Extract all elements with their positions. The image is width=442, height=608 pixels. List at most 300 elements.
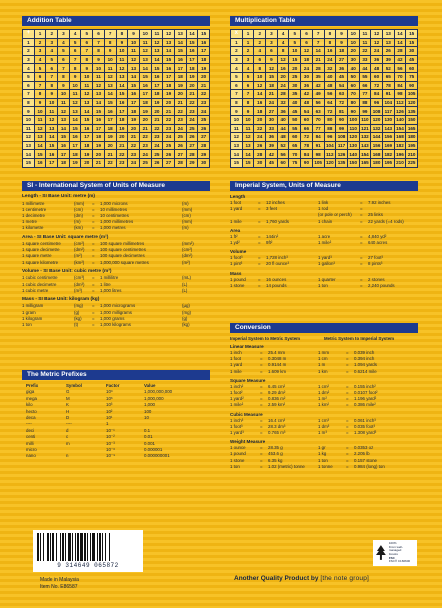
table-cell: 12: [301, 47, 313, 56]
si-cell: =: [92, 212, 95, 218]
conversion-cell: =: [260, 451, 263, 457]
prefix-cell: H: [66, 408, 70, 414]
imperial-cell: 1,728 inch³: [266, 255, 288, 261]
table-cell: 19: [93, 141, 105, 150]
si-cell: 1 cubic centimetre: [22, 275, 58, 281]
conversion-cell: 1 mile²: [230, 402, 244, 408]
table-cell: 16: [324, 47, 336, 56]
table-cell: 5: [23, 72, 35, 81]
table-cell: 15: [151, 64, 163, 73]
si-cell: 1 millimetre: [22, 200, 45, 206]
prefix-cell: 1: [106, 421, 109, 427]
conversion-cell: =: [346, 463, 349, 469]
table-cell: 30: [198, 158, 210, 167]
table-row: [23, 158, 210, 167]
table-cell: 13: [46, 124, 58, 133]
si-body: [22, 194, 210, 328]
table-cell: 10: [242, 115, 254, 124]
imperial-cell: 8 pints³: [368, 261, 383, 267]
imperial-group-title: Length: [230, 194, 246, 199]
conversion-cell: 2.59 km²: [268, 402, 286, 408]
table-cell: 14: [254, 90, 266, 99]
table-cell: 28: [198, 141, 210, 150]
imperial-cell: =: [360, 218, 363, 224]
table-cell: 3: [242, 55, 254, 64]
table-cell: 19: [186, 72, 198, 81]
table-cell: 48: [324, 81, 336, 90]
si-cell: (µg): [182, 303, 190, 309]
table-cell: 17: [198, 47, 210, 56]
table-cell: 22: [186, 98, 198, 107]
table-cell: 104: [382, 98, 394, 107]
table-cell: 26: [186, 133, 198, 142]
prefix-cell: m: [66, 440, 70, 446]
table-cell: 10: [289, 47, 301, 56]
table-cell: 17: [104, 115, 116, 124]
table-cell: 17: [46, 158, 58, 167]
table-cell: 21: [312, 55, 324, 64]
table-cell: 14: [58, 124, 70, 133]
table-cell: 24: [266, 98, 278, 107]
table-cell: 10: [104, 55, 116, 64]
table-cell: 12: [81, 90, 93, 99]
imperial-section: [230, 181, 418, 289]
table-row: [231, 158, 418, 167]
table-cell: 56: [394, 64, 406, 73]
table-cell: 9: [34, 98, 46, 107]
table-cell: 12: [151, 38, 163, 47]
si-cell: =: [92, 247, 95, 253]
si-cell: 1 kilogram: [22, 315, 43, 321]
table-cell: 52: [277, 141, 289, 150]
si-group-title: Length - SI Base Unit: metre (m): [22, 194, 96, 199]
conversion-row: [230, 369, 418, 375]
table-cell: 84: [371, 90, 383, 99]
table-cell: 2: [254, 38, 266, 47]
prefix-cell: M: [66, 395, 70, 401]
item-number: Item No. E86587: [40, 584, 78, 590]
imperial-cell: =: [360, 200, 363, 205]
table-cell: 4: [231, 64, 243, 73]
table-cell: 63: [312, 107, 324, 116]
table-cell: 180: [371, 158, 383, 167]
table-cell: 7: [23, 90, 35, 99]
table-cell: 23: [163, 124, 175, 133]
table-row: [231, 55, 418, 64]
table-cell: 105: [406, 90, 418, 99]
conversion-cell: 0.155 inch²: [354, 383, 376, 389]
table-cell: 50: [289, 115, 301, 124]
table-cell: 7: [231, 90, 243, 99]
conversion-heads: [230, 336, 418, 341]
si-cell: 1 kilometre: [22, 225, 44, 231]
conversion-cell: 0.157 stone: [354, 457, 377, 463]
fsc-line-4: FSC: [388, 555, 395, 560]
table-cell: 150: [347, 158, 359, 167]
si-cell: (g): [74, 309, 80, 315]
table-cell: 40: [277, 115, 289, 124]
table-row: [231, 107, 418, 116]
table-cell: 4: [58, 38, 70, 47]
conversion-cell: 1 cm³: [318, 417, 329, 423]
table-cell: 13: [23, 141, 35, 150]
si-cell: (cm³): [74, 275, 85, 281]
table-cell: 45: [406, 55, 418, 64]
table-cell: 11: [81, 81, 93, 90]
si-cell: 1 millilitre: [100, 275, 119, 281]
table-header-cell: 12: [163, 30, 175, 39]
fsc-line-1: 100%: [388, 541, 397, 546]
prefix-cell: 10¹: [106, 415, 113, 421]
table-cell: 26: [254, 141, 266, 150]
table-cell: 24: [277, 81, 289, 90]
table-header-cell: 8: [324, 30, 336, 39]
table-cell: 24: [163, 133, 175, 142]
conversion-cell: 1 foot²: [230, 390, 243, 396]
conversion-cell: 2.205 lb: [354, 451, 370, 457]
conversion-cell: 0.836 m²: [268, 396, 286, 402]
imperial-group-title: Mass: [230, 270, 242, 276]
table-cell: 81: [336, 107, 348, 116]
table-cell: 65: [289, 141, 301, 150]
imperial-cell: =: [360, 240, 363, 246]
table-cell: 19: [128, 115, 140, 124]
prefix-cell: kilo: [26, 402, 33, 408]
table-cell: 18: [81, 141, 93, 150]
table-cell: 24: [139, 150, 151, 159]
table-cell: 110: [359, 115, 371, 124]
table-cell: 16: [151, 72, 163, 81]
table-cell: 22: [128, 141, 140, 150]
table-cell: 54: [336, 81, 348, 90]
table-cell: 9: [242, 107, 254, 116]
table-cell: 3: [46, 38, 58, 47]
si-cell: (g): [182, 315, 188, 321]
table-cell: 11: [46, 107, 58, 116]
table-header-cell: 7: [312, 30, 324, 39]
table-cell: 210: [406, 150, 418, 159]
table-cell: 21: [116, 141, 128, 150]
table-cell: 15: [242, 158, 254, 167]
table-cell: 22: [254, 124, 266, 133]
table-cell: 132: [359, 133, 371, 142]
table-cell: 11: [359, 38, 371, 47]
multiplication-section: [230, 16, 418, 168]
si-cell: 10 centimetres: [100, 212, 129, 218]
table-cell: 112: [324, 150, 336, 159]
prefix-row: [26, 453, 210, 459]
imperial-cell: 1,760 yards: [266, 218, 289, 224]
table-cell: 13: [242, 141, 254, 150]
table-cell: 4: [277, 38, 289, 47]
table-cell: 22: [104, 158, 116, 167]
si-cell: (mg): [74, 303, 84, 309]
conversion-cell: 1 kg: [318, 451, 327, 457]
table-header-cell: 10: [139, 30, 151, 39]
si-cell: 1,000,000 square metres: [100, 259, 149, 265]
table-cell: 23: [128, 150, 140, 159]
conversion-right-head: Metric System to Imperial System: [324, 336, 395, 341]
si-cell: 1,000 kilograms: [100, 322, 131, 328]
imperial-cell: 1 yard: [230, 206, 243, 212]
si-cell: (km): [74, 225, 83, 231]
table-cell: 14: [312, 47, 324, 56]
si-cell: 1,000 milligrams: [100, 309, 132, 315]
table-cell: 4: [242, 64, 254, 73]
table-cell: 11: [139, 38, 151, 47]
table-row: [23, 98, 210, 107]
prefix-cell: 10²: [106, 408, 113, 414]
table-cell: 7: [242, 90, 254, 99]
conversion-cell: =: [260, 430, 263, 436]
imperial-cell: 1 mile: [230, 218, 242, 224]
table-cell: 14: [139, 64, 151, 73]
table-cell: 16: [186, 47, 198, 56]
table-row: [23, 115, 210, 124]
imperial-cell: =: [360, 261, 363, 267]
si-section: [22, 181, 210, 328]
table-cell: 25: [186, 124, 198, 133]
conversion-cell: =: [260, 445, 263, 451]
conversion-cell: 1 km²: [318, 402, 329, 408]
conversion-cell: 1.094 yards: [354, 362, 377, 368]
conversion-cell: 25.4 mm: [268, 350, 286, 355]
table-cell: 21: [104, 150, 116, 159]
conversion-cell: 16.4 cm³: [268, 417, 286, 423]
table-cell: 45: [266, 158, 278, 167]
made-in-info: [40, 577, 79, 591]
conversion-cell: 0.765 m³: [268, 430, 286, 436]
si-cell: (cm²): [74, 241, 85, 247]
table-cell: 23: [198, 98, 210, 107]
table-cell: 12: [231, 133, 243, 142]
table-cell: 10: [254, 72, 266, 81]
table-cell: 6: [69, 47, 81, 56]
table-cell: 2: [34, 38, 46, 47]
si-cell: 1 cubic metre: [22, 287, 49, 293]
table-cell: 10: [69, 81, 81, 90]
table-cell: 13: [163, 38, 175, 47]
imperial-cell: 1 foot³: [230, 255, 243, 261]
table-cell: 91: [382, 90, 394, 99]
table-cell: 117: [336, 141, 348, 150]
table-cell: 22: [174, 107, 186, 116]
table-cell: 42: [312, 81, 324, 90]
si-cell: 1,000 millimetres: [100, 219, 134, 225]
table-cell: 84: [394, 81, 406, 90]
imperial-cell: 1 rod: [318, 206, 329, 212]
table-cell: 14: [163, 47, 175, 56]
table-cell: 100: [347, 115, 359, 124]
table-cell: 25: [198, 115, 210, 124]
si-cell: =: [92, 225, 95, 231]
prefixes-title: The Metric Prefixes: [22, 370, 210, 380]
prefix-cell: 1,000,000,000: [144, 389, 173, 395]
table-cell: 1: [23, 38, 35, 47]
table-cell: 15: [231, 158, 243, 167]
imperial-group-title: Area: [230, 227, 241, 233]
prefixes-section: [22, 370, 210, 460]
table-cell: 9: [116, 38, 128, 47]
table-cell: 8: [104, 38, 116, 47]
table-cell: 78: [382, 81, 394, 90]
si-cell: (km²): [74, 259, 85, 265]
imperial-cell: 1 ton: [318, 282, 328, 288]
table-cell: 108: [336, 133, 348, 142]
table-cell: 13: [116, 72, 128, 81]
conversion-cell: 6.45 cm²: [268, 383, 286, 389]
table-header-cell: 3: [266, 30, 278, 39]
table-cell: 20: [347, 47, 359, 56]
table-cell: 8: [231, 98, 243, 107]
conversion-cell: 0.9144 m: [268, 362, 287, 368]
table-cell: 14: [46, 133, 58, 142]
table-cell: 24: [151, 141, 163, 150]
table-cell: 55: [359, 72, 371, 81]
table-cell: 21: [198, 81, 210, 90]
conversion-cell: 1 m²: [318, 396, 327, 402]
table-cell: 23: [174, 115, 186, 124]
conversion-cell: 1 cm: [318, 356, 328, 362]
table-cell: 5: [231, 72, 243, 81]
imperial-cell: 9ft²: [266, 240, 273, 246]
table-cell: 15: [174, 47, 186, 56]
table-cell: 17: [93, 124, 105, 133]
table-cell: 16: [128, 90, 140, 99]
table-cell: 10: [34, 107, 46, 116]
prefix-cell: K: [66, 402, 69, 408]
table-header-cell: 1: [34, 30, 46, 39]
table-cell: 117: [382, 107, 394, 116]
si-cell: =: [92, 303, 95, 309]
si-cell: 1,000 micrograms: [100, 303, 136, 309]
table-cell: 17: [163, 72, 175, 81]
table-cell: 11: [93, 72, 105, 81]
table-cell: 42: [394, 55, 406, 64]
table-cell: 56: [277, 150, 289, 159]
si-cell: 1 centimetre: [22, 206, 47, 212]
table-cell: 15: [93, 107, 105, 116]
imperial-cell: 27 foot³: [368, 255, 383, 261]
table-cell: 13: [139, 55, 151, 64]
table-cell: 20: [163, 98, 175, 107]
table-cell: 4: [23, 64, 35, 73]
table-cell: 22: [163, 115, 175, 124]
table-cell: 140: [347, 150, 359, 159]
table-cell: 10: [93, 64, 105, 73]
conversion-cell: 0.984 (long) ton: [354, 463, 385, 469]
table-cell: 12: [128, 55, 140, 64]
table-cell: 24: [174, 124, 186, 133]
table-cell: 18: [336, 47, 348, 56]
table-header-cell: 2: [254, 30, 266, 39]
imperial-row: [230, 219, 418, 225]
imperial-cell: 1 pound: [230, 276, 246, 282]
table-cell: 36: [301, 81, 313, 90]
table-cell: 9: [266, 55, 278, 64]
conversion-cell: 1 pound: [230, 451, 246, 457]
prefix-cell: deci: [26, 427, 35, 433]
table-cell: 11: [231, 124, 243, 133]
si-cell: (m): [182, 200, 189, 206]
table-cell: 9: [58, 81, 70, 90]
table-cell: 70: [347, 90, 359, 99]
conversion-cell: 1 inch³: [230, 417, 244, 423]
table-cell: 18: [69, 150, 81, 159]
imperial-cell: 3 feet: [266, 206, 277, 212]
table-cell: 26: [174, 141, 186, 150]
table-cell: 28: [277, 90, 289, 99]
table-cell: 12: [266, 64, 278, 73]
table-cell: 12: [277, 55, 289, 64]
table-cell: 1: [242, 38, 254, 47]
table-cell: 7: [58, 64, 70, 73]
table-cell: 33: [359, 55, 371, 64]
table-cell: 126: [394, 107, 406, 116]
prefix-cell: d: [66, 427, 69, 433]
conversion-cell: =: [260, 362, 263, 368]
table-cell: 24: [371, 47, 383, 56]
imperial-cell: =: [258, 255, 261, 261]
table-cell: 10: [58, 90, 70, 99]
table-cell: 30: [289, 81, 301, 90]
table-cell: 13: [58, 115, 70, 124]
conversion-cell: =: [346, 362, 349, 368]
table-cell: 64: [324, 98, 336, 107]
table-row: [231, 64, 418, 73]
conversion-cell: =: [346, 383, 349, 389]
table-row: [23, 133, 210, 142]
table-cell: 5: [58, 47, 70, 56]
table-cell: 99: [336, 124, 348, 133]
conversion-cell: 1 yard²: [230, 396, 244, 402]
conversion-cell: 1.196 yard²: [354, 396, 377, 402]
table-cell: 14: [174, 38, 186, 47]
table-row: [231, 90, 418, 99]
table-cell: 60: [301, 115, 313, 124]
footer-brand: [the note group]: [320, 575, 370, 582]
table-cell: 195: [382, 158, 394, 167]
conversion-title: Conversion: [230, 323, 418, 333]
table-cell: 20: [81, 158, 93, 167]
prefix-cell: D: [66, 415, 70, 421]
fsc-tree-icon: [375, 544, 387, 562]
table-cell: 18: [128, 107, 140, 116]
prefix-cell: 10⁻⁹: [106, 453, 116, 459]
imperial-cell: =: [258, 282, 261, 288]
fsc-line-3: forests: [388, 552, 398, 556]
prefix-cell: 10⁻⁶: [106, 447, 116, 453]
table-cell: 72: [336, 98, 348, 107]
table-cell: 17: [128, 98, 140, 107]
si-cell: =: [92, 275, 95, 281]
conversion-cell: 1 stone: [230, 457, 245, 463]
prefix-cell: 10⁻³: [106, 440, 115, 446]
table-cell: 8: [34, 90, 46, 99]
table-cell: 15: [266, 72, 278, 81]
imperial-cell: =: [360, 212, 363, 218]
conversion-left-head: Imperial System to Metric System: [230, 336, 301, 341]
prefix-cell: 0.000000001: [144, 453, 170, 459]
table-cell: 25: [139, 158, 151, 167]
conversion-cell: 1 mm: [318, 350, 329, 355]
table-cell: 19: [198, 64, 210, 73]
conversion-cell: =: [346, 451, 349, 457]
prefix-cell: ----: [26, 421, 32, 427]
imperial-cell: =: [258, 206, 261, 212]
table-cell: 3: [266, 38, 278, 47]
table-cell: 30: [301, 72, 313, 81]
